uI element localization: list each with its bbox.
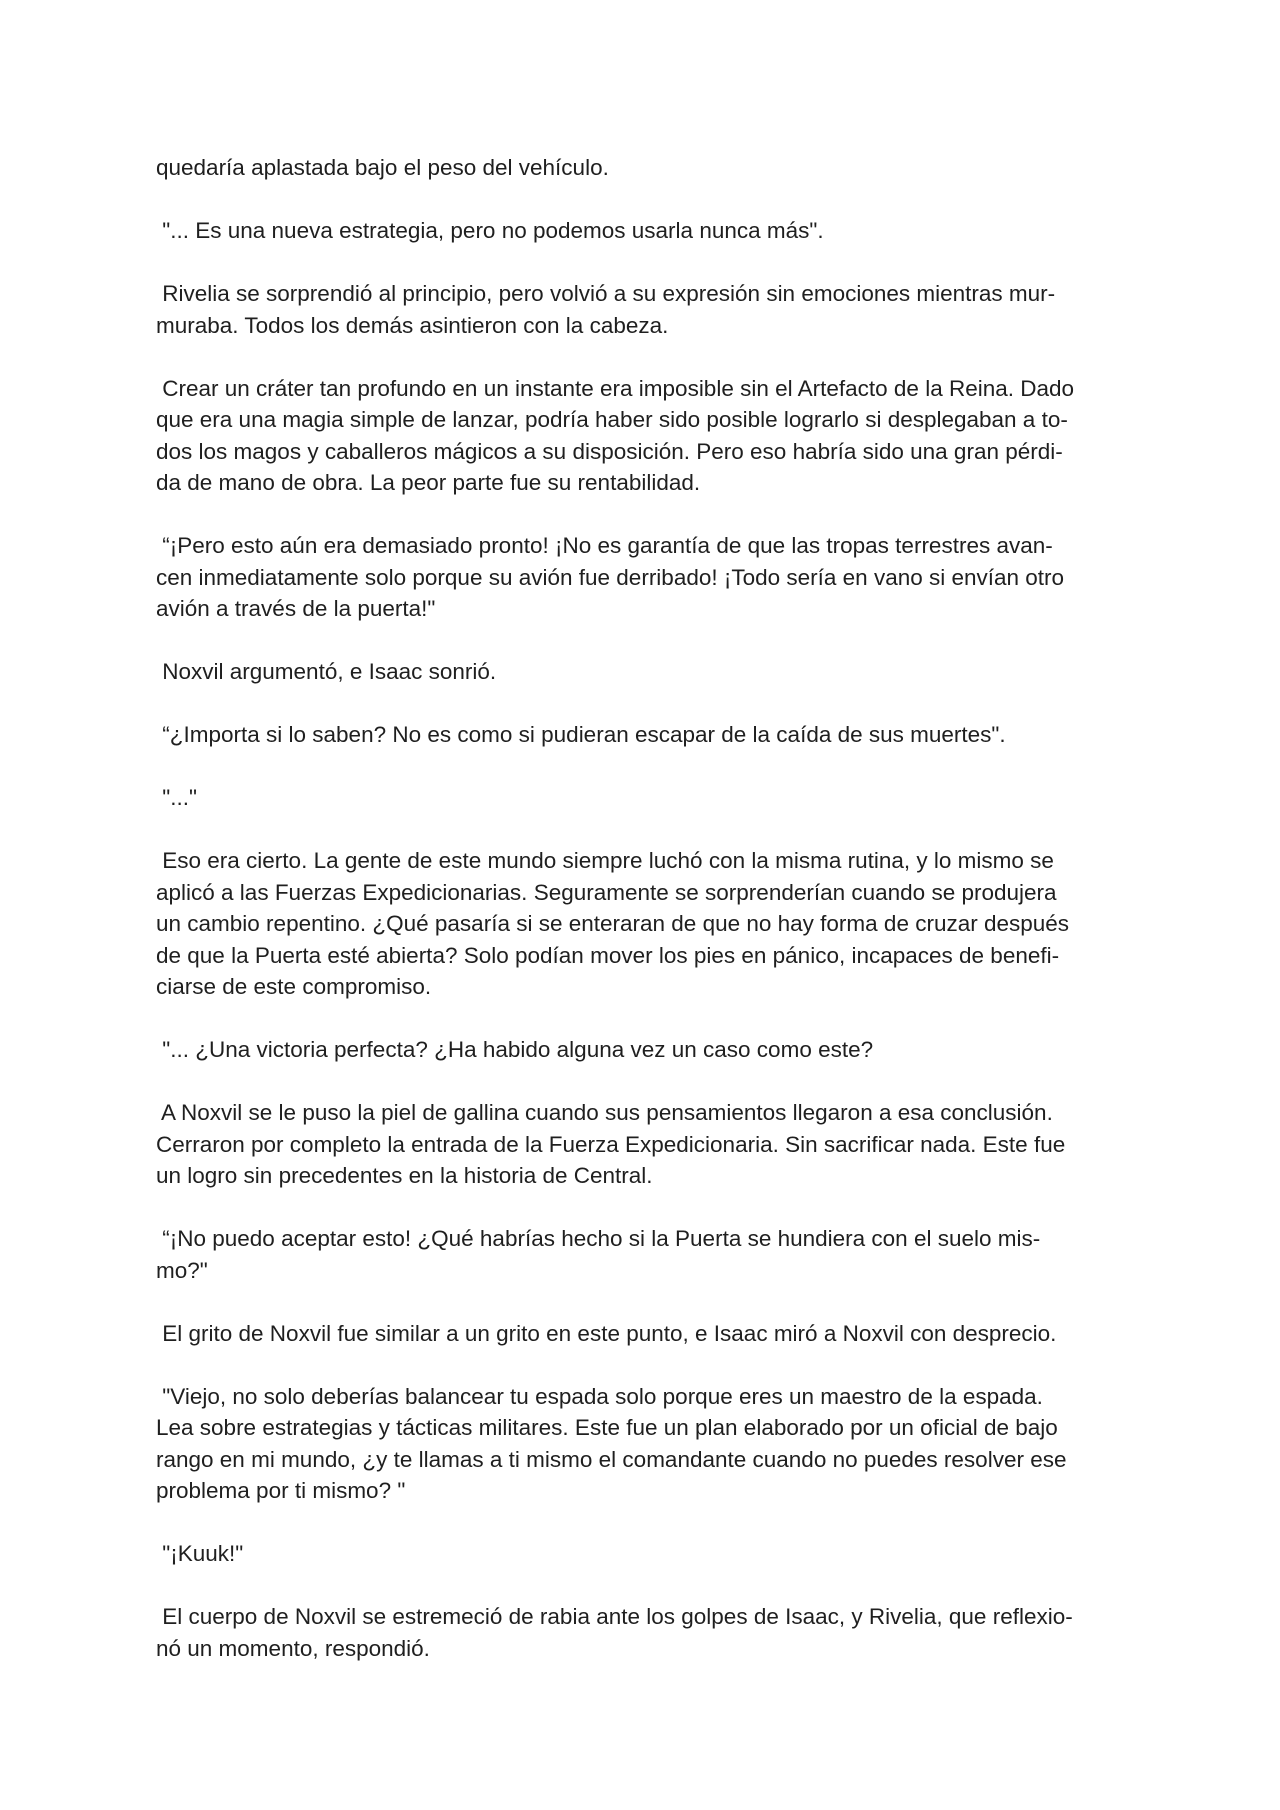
paragraph <box>156 656 1136 688</box>
text-line: un cambio repentino. ¿Qué pasaría si se enteraran de que no hay forma de cruzar después <box>156 911 1070 936</box>
text-line: “¡No puedo aceptar esto! ¿Qué habrías hecho si la Puerta se hundiera con el suelo mis- <box>156 1226 1041 1251</box>
paragraph <box>156 1097 1136 1192</box>
text-line: "Viejo, no solo deberías balancear tu espada solo porque eres un maestro de la espada. <box>156 1383 1043 1409</box>
text-line: "... ¿Una victoria perfecta? ¿Ha habido alguna vez un caso como este? <box>156 1037 874 1062</box>
text-line: muraba. Todos los demás asintieron con la cabeza. <box>156 312 669 338</box>
paragraph <box>156 215 1136 247</box>
text-line: da de mano de obra. La peor parte fue su rentabilidad. <box>156 470 701 495</box>
text-line: "... Es una nueva estrategia, pero no podemos usarla nunca más". <box>156 218 824 243</box>
text-line: "..." <box>156 785 197 810</box>
text-line: Crear un cráter tan profundo en un instante era imposible sin el Artefacto de la Reina. Dado <box>156 375 1075 401</box>
paragraph <box>156 1538 1136 1570</box>
text-line: mo?" <box>156 1257 208 1283</box>
text-line: que era una magia simple de lanzar, podría haber sido posible lograrlo si desplegaban a to- <box>156 407 1068 432</box>
text-line: avión a través de la puerta!" <box>156 596 436 621</box>
text-line: “¿Importa si lo saben? No es como si pudieran escapar de la caída de sus muertes". <box>156 722 1006 747</box>
text-line: Rivelia se sorprendió al principio, pero volvió a su expresión sin emociones mientras mur- <box>156 281 1056 306</box>
text-line: “¡Pero esto aún era demasiado pronto! ¡No es garantía de que las tropas terrestres avan- <box>156 533 1053 558</box>
paragraph <box>156 1381 1136 1507</box>
text-line: dos los magos y caballeros mágicos a su disposición. Pero eso habría sido una gran pérdi- <box>156 438 1063 464</box>
text-line: Lea sobre estrategias y tácticas militares. Este fue un plan elaborado por un oficial de bajo <box>156 1415 1058 1440</box>
text-line: problema por ti mismo? " <box>156 1478 406 1503</box>
paragraph <box>156 1318 1136 1350</box>
text-line: quedaría aplastada bajo el peso del vehículo. <box>156 155 609 180</box>
paragraph <box>156 782 1136 814</box>
text-line: Noxvil argumentó, e Isaac sonrió. <box>156 659 497 684</box>
paragraph <box>156 1034 1136 1066</box>
paragraph <box>156 1223 1136 1286</box>
text-line: cen inmediatamente solo porque su avión fue derribado! ¡Todo sería en vano si envían otro <box>156 564 1065 590</box>
text-line: un logro sin precedentes en la historia de Central. <box>156 1163 653 1188</box>
paragraph <box>156 719 1136 751</box>
text-line: El cuerpo de Noxvil se estremeció de rabia ante los golpes de Isaac, y Rivelia, que reflexio- <box>156 1604 1073 1629</box>
text-line: Cerraron por completo la entrada de la Fuerza Expedicionaria. Sin sacrificar nada. Este fue <box>156 1131 1066 1157</box>
text-line: Eso era cierto. La gente de este mundo siempre luchó con la misma rutina, y lo mismo se <box>156 848 1054 873</box>
text-line: A Noxvil se le puso la piel de gallina cuando sus pensamientos llegaron a esa conclusión. <box>156 1100 1053 1125</box>
text-line: ciarse de este compromiso. <box>156 974 432 999</box>
text-line: aplicó a las Fuerzas Expedicionarias. Seguramente se sorprenderían cuando se produjera <box>156 879 1057 905</box>
text-line: rango en mi mundo, ¿y te llamas a ti mismo el comandante cuando no puedes resolver ese <box>156 1446 1067 1472</box>
text-line: "¡Kuuk!" <box>156 1541 244 1566</box>
text-line: nó un momento, respondió. <box>156 1635 430 1661</box>
paragraph <box>156 845 1136 1003</box>
paragraph <box>156 530 1136 625</box>
text-line: de que la Puerta esté abierta? Solo podían mover los pies en pánico, incapaces de benefi- <box>156 942 1060 968</box>
paragraph <box>156 278 1136 341</box>
paragraph <box>156 373 1136 499</box>
text-line: El grito de Noxvil fue similar a un grito en este punto, e Isaac miró a Noxvil con desprecio. <box>156 1320 1057 1346</box>
paragraph <box>156 152 1136 184</box>
paragraph <box>156 1601 1136 1664</box>
document-body <box>156 152 1136 1696</box>
